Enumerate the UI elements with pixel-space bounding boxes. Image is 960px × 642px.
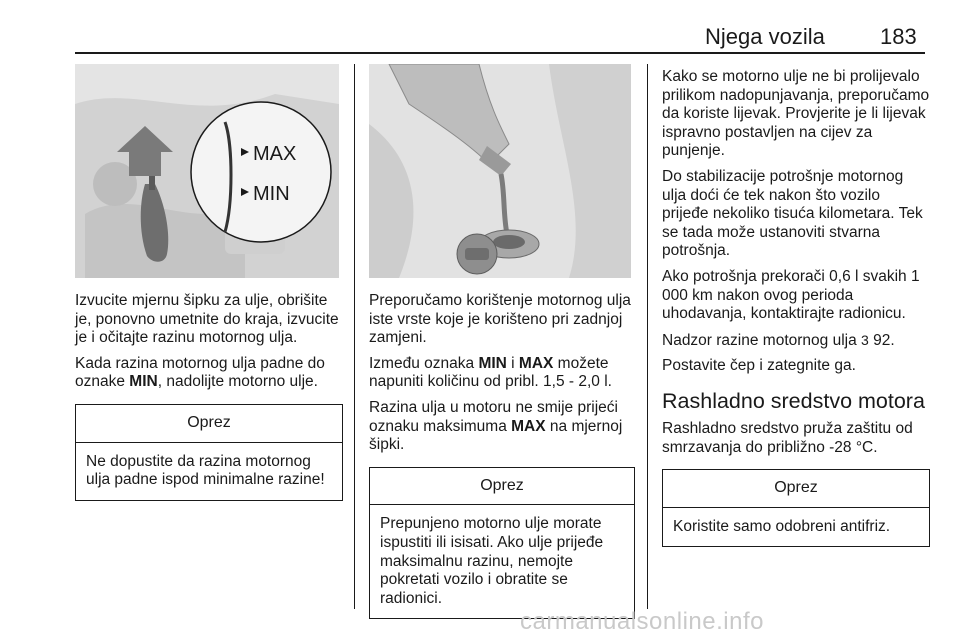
page-number: 183	[880, 24, 917, 49]
paragraph: Izvucite mjernu šipku za ulje, obrišite je, ponovno umetnite do kraja, izvucite je i očitajte razinu motornog ulja.	[75, 292, 339, 347]
caution-title: Oprez	[663, 470, 929, 508]
paragraph: Do stabilizacije potrošnje motornog ulja doći će tek nakon što vozilo prijeđe nekoliko tisuća kilometara. Tek se tada može ustanoviti stvarna potrošnja.	[662, 167, 923, 260]
max-mark: MAX	[518, 354, 554, 372]
paragraph: Kako se motorno ulje ne bi prolijevalo prilikom nadopunjavanja, preporučamo da koriste lijevak. Provjerite je li lijevak ispravno postavljen na cijev za punjenje.	[662, 68, 930, 160]
text-run: na mjernoj šipki.	[369, 417, 623, 454]
text-run: Kada razina motornog ulja padne do oznake	[75, 354, 325, 391]
column-divider-1	[354, 64, 355, 609]
text-run: i	[506, 354, 519, 372]
caution-box	[369, 467, 635, 620]
caution-title: Oprez	[76, 405, 342, 443]
caution-text: Prepunjeno motorno ulje morate ispustiti ili isisati. Ako ulje prijeđe maksimalnu razinu, nemojte pokretati vozilo i obratite se radionici.	[380, 515, 604, 607]
column-1	[75, 292, 343, 501]
min-mark: MIN	[129, 373, 158, 391]
watermark: carmanualsonline.info	[520, 608, 764, 635]
text-run: Nadzor razine motornog ulja	[662, 331, 862, 349]
text-run: možete napuniti količinu od pribl. 1,5 - 2,0 l.	[369, 354, 612, 391]
max-mark: MAX	[511, 417, 546, 435]
column-2	[369, 292, 635, 619]
text-run: Između oznaka	[369, 354, 479, 372]
paragraph	[662, 331, 930, 351]
column-3	[662, 68, 930, 547]
text-run: , nadolijte motorno ulje.	[157, 373, 318, 391]
page-reference-link[interactable]: 92.	[868, 331, 895, 349]
header-rule	[75, 52, 925, 54]
oil-filling-illustration	[369, 64, 631, 278]
paragraph: Preporučamo korištenje motornog ulja iste vrste koje je korišteno pri zadnjoj zamjeni.	[369, 292, 631, 347]
paragraph: Postavite čep i zategnite ga.	[662, 357, 856, 375]
min-label: MIN	[253, 183, 290, 205]
page-reference-icon: 3	[861, 331, 869, 348]
paragraph	[369, 355, 635, 392]
caution-title: Oprez	[370, 468, 634, 506]
text-run: Razina ulja u motoru ne smije prijeći oznaku maksimuma	[369, 398, 618, 435]
paragraph: Ako potrošnja prekorači 0,6 l svakih 1 000 km nakon ovog perioda uhodavanja, kontaktirajte radionicu.	[662, 267, 920, 323]
caution-text: Ne dopustite da razina motornog ulja padne ispod minimalne razine!	[86, 452, 325, 489]
paragraph: Rashladno sredstvo pruža zaštitu od smrzavanja do približno -28 °C.	[662, 419, 913, 456]
dipstick-illustration	[75, 64, 339, 278]
min-mark: MIN	[478, 354, 507, 372]
max-label: MAX	[253, 143, 297, 165]
caution-box	[662, 469, 930, 547]
page-header-title: Njega vozila	[705, 24, 825, 49]
caution-text: Koristite samo odobreni antifriz.	[673, 517, 891, 535]
column-divider-2	[647, 64, 648, 609]
caution-box	[75, 404, 343, 501]
section-heading: Rashladno sredstvo motora	[662, 388, 925, 413]
paragraph	[369, 399, 635, 455]
paragraph	[75, 355, 343, 392]
